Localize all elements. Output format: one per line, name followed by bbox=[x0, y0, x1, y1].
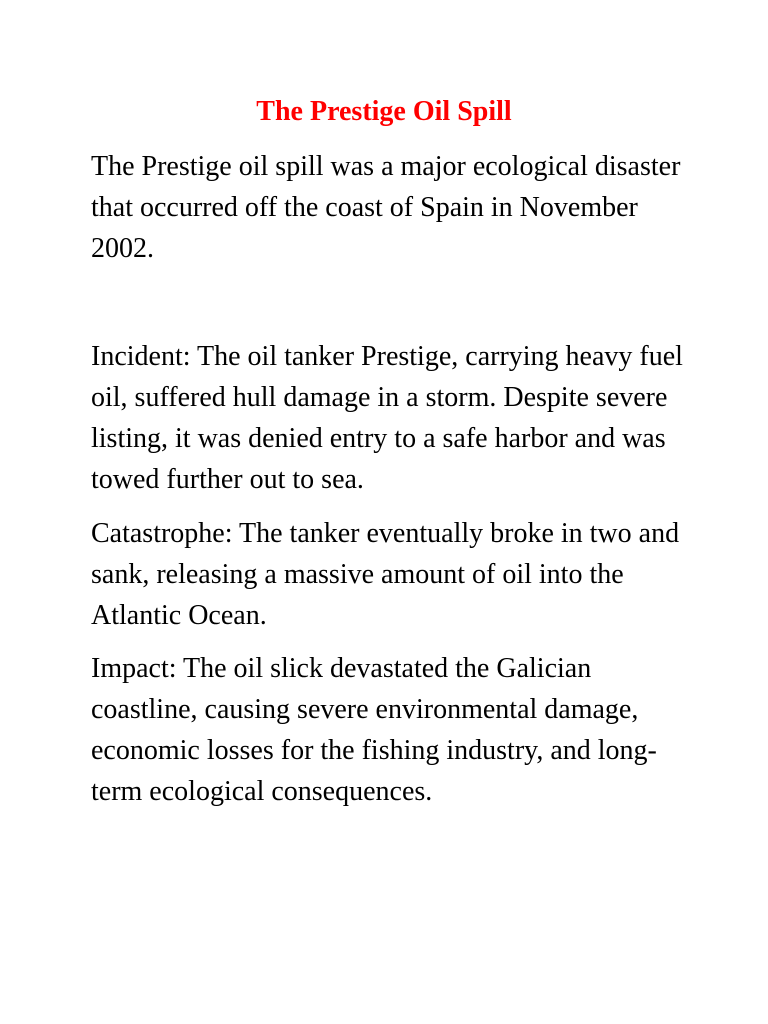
paragraph-catastrophe: Catastrophe: The tanker eventually broke in two and sank, releasing a massive amount of oil into the Atlantic Ocean. bbox=[91, 518, 680, 631]
paragraph-impact: Impact: The oil slick devastated the Galician coastline, causing severe environmental damage, economic losses for the fishing industry, and long-term ecological consequences. bbox=[91, 653, 657, 807]
paragraph-intro: The Prestige oil spill was a major ecological disaster that occurred off the coast of Spain in November 2002. bbox=[91, 151, 681, 264]
paragraph-incident: Incident: The oil tanker Prestige, carrying heavy fuel oil, suffered hull damage in a storm. Despite severe listing, it was denied entry to a safe harbor and was towed further out to sea. bbox=[91, 341, 683, 495]
document-title: The Prestige Oil Spill bbox=[256, 96, 512, 127]
